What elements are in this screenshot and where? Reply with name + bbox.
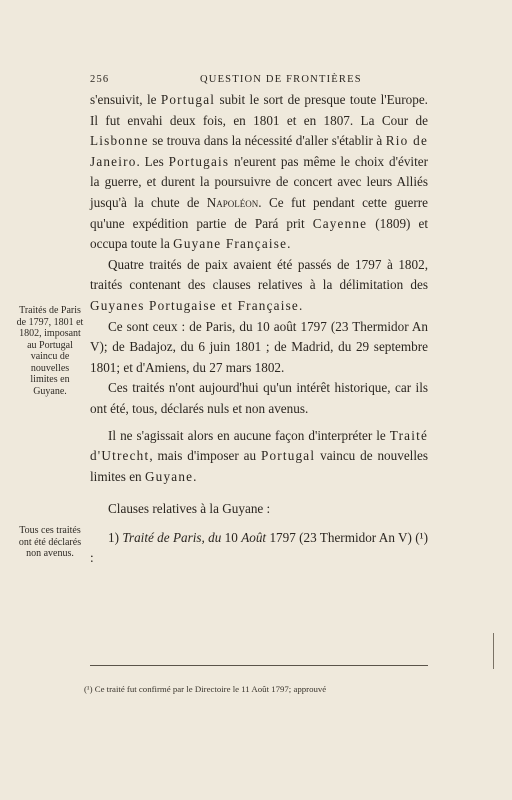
margin-note-treaties: Traités de Paris de 1797, 1801 et 1802, imposant au Portugal vaincu de nouvelles limites en Guyane. <box>16 305 84 397</box>
main-text <box>90 90 428 569</box>
paragraph-6: Clauses relatives à la Guyane : <box>108 501 271 517</box>
paragraph-1: s'ensuivit, le Portugal subit le sort de presque toute l'Europe. Il fut envahi deux fois, en 1801 et en 1807. La Cour de Lisbonne se trouva dans la nécessité d'aller s'établir à Rio de Janeiro. Les Portugais n'eurent pas même le choix d'éviter la guerre, et durent la poursuivre de concert avec leurs Alliés jusqu'à la chute de Napoléon. Ce fut pendant cette guerre qu'une expédition partie de Pará prit Cayenne (1809) et occupa toute la Guyane Française. <box>90 92 429 252</box>
paragraph-7: 1) Traité de Paris, du 10 Août 1797 (23 Thermidor An V) (¹) : <box>90 529 428 566</box>
running-title: QUESTION DE FRONTIÈRES <box>200 74 362 85</box>
paragraph-3: Ce sont ceux : de Paris, du 10 août 1797 (23 Thermidor An V); de Badajoz, du 6 juin 1801 ; de Madrid, du 29 septembre 1801; et d'Amiens, du 27 mars 1802. <box>90 318 428 375</box>
footnote-rule <box>90 665 428 666</box>
page-number: 256 <box>90 74 110 85</box>
footnote: (¹) Ce traité fut confirmé par le Directoire le 11 Août 1797; approuvé <box>84 684 327 694</box>
paragraph-4: Ces traités n'ont aujourd'hui qu'un intérêt historique, car ils ont été, tous, déclarés nuls et non avenus. <box>90 380 428 416</box>
paragraph-5: Il ne s'agissait alors en aucune façon d'interpréter le Traité d'Utrecht, mais d'imposer au Portugal vaincu de nouvelles limites en Guyane. <box>90 427 428 484</box>
margin-line <box>493 633 494 669</box>
margin-note-void: Tous ces traités ont été déclarés non avenus. <box>18 525 82 559</box>
paragraph-2: Quatre traités de paix avaient été passés de 1797 à 1802, traités contenant des clauses relatives à la délimitation des Guyanes Portugaise et Française. <box>90 256 428 313</box>
